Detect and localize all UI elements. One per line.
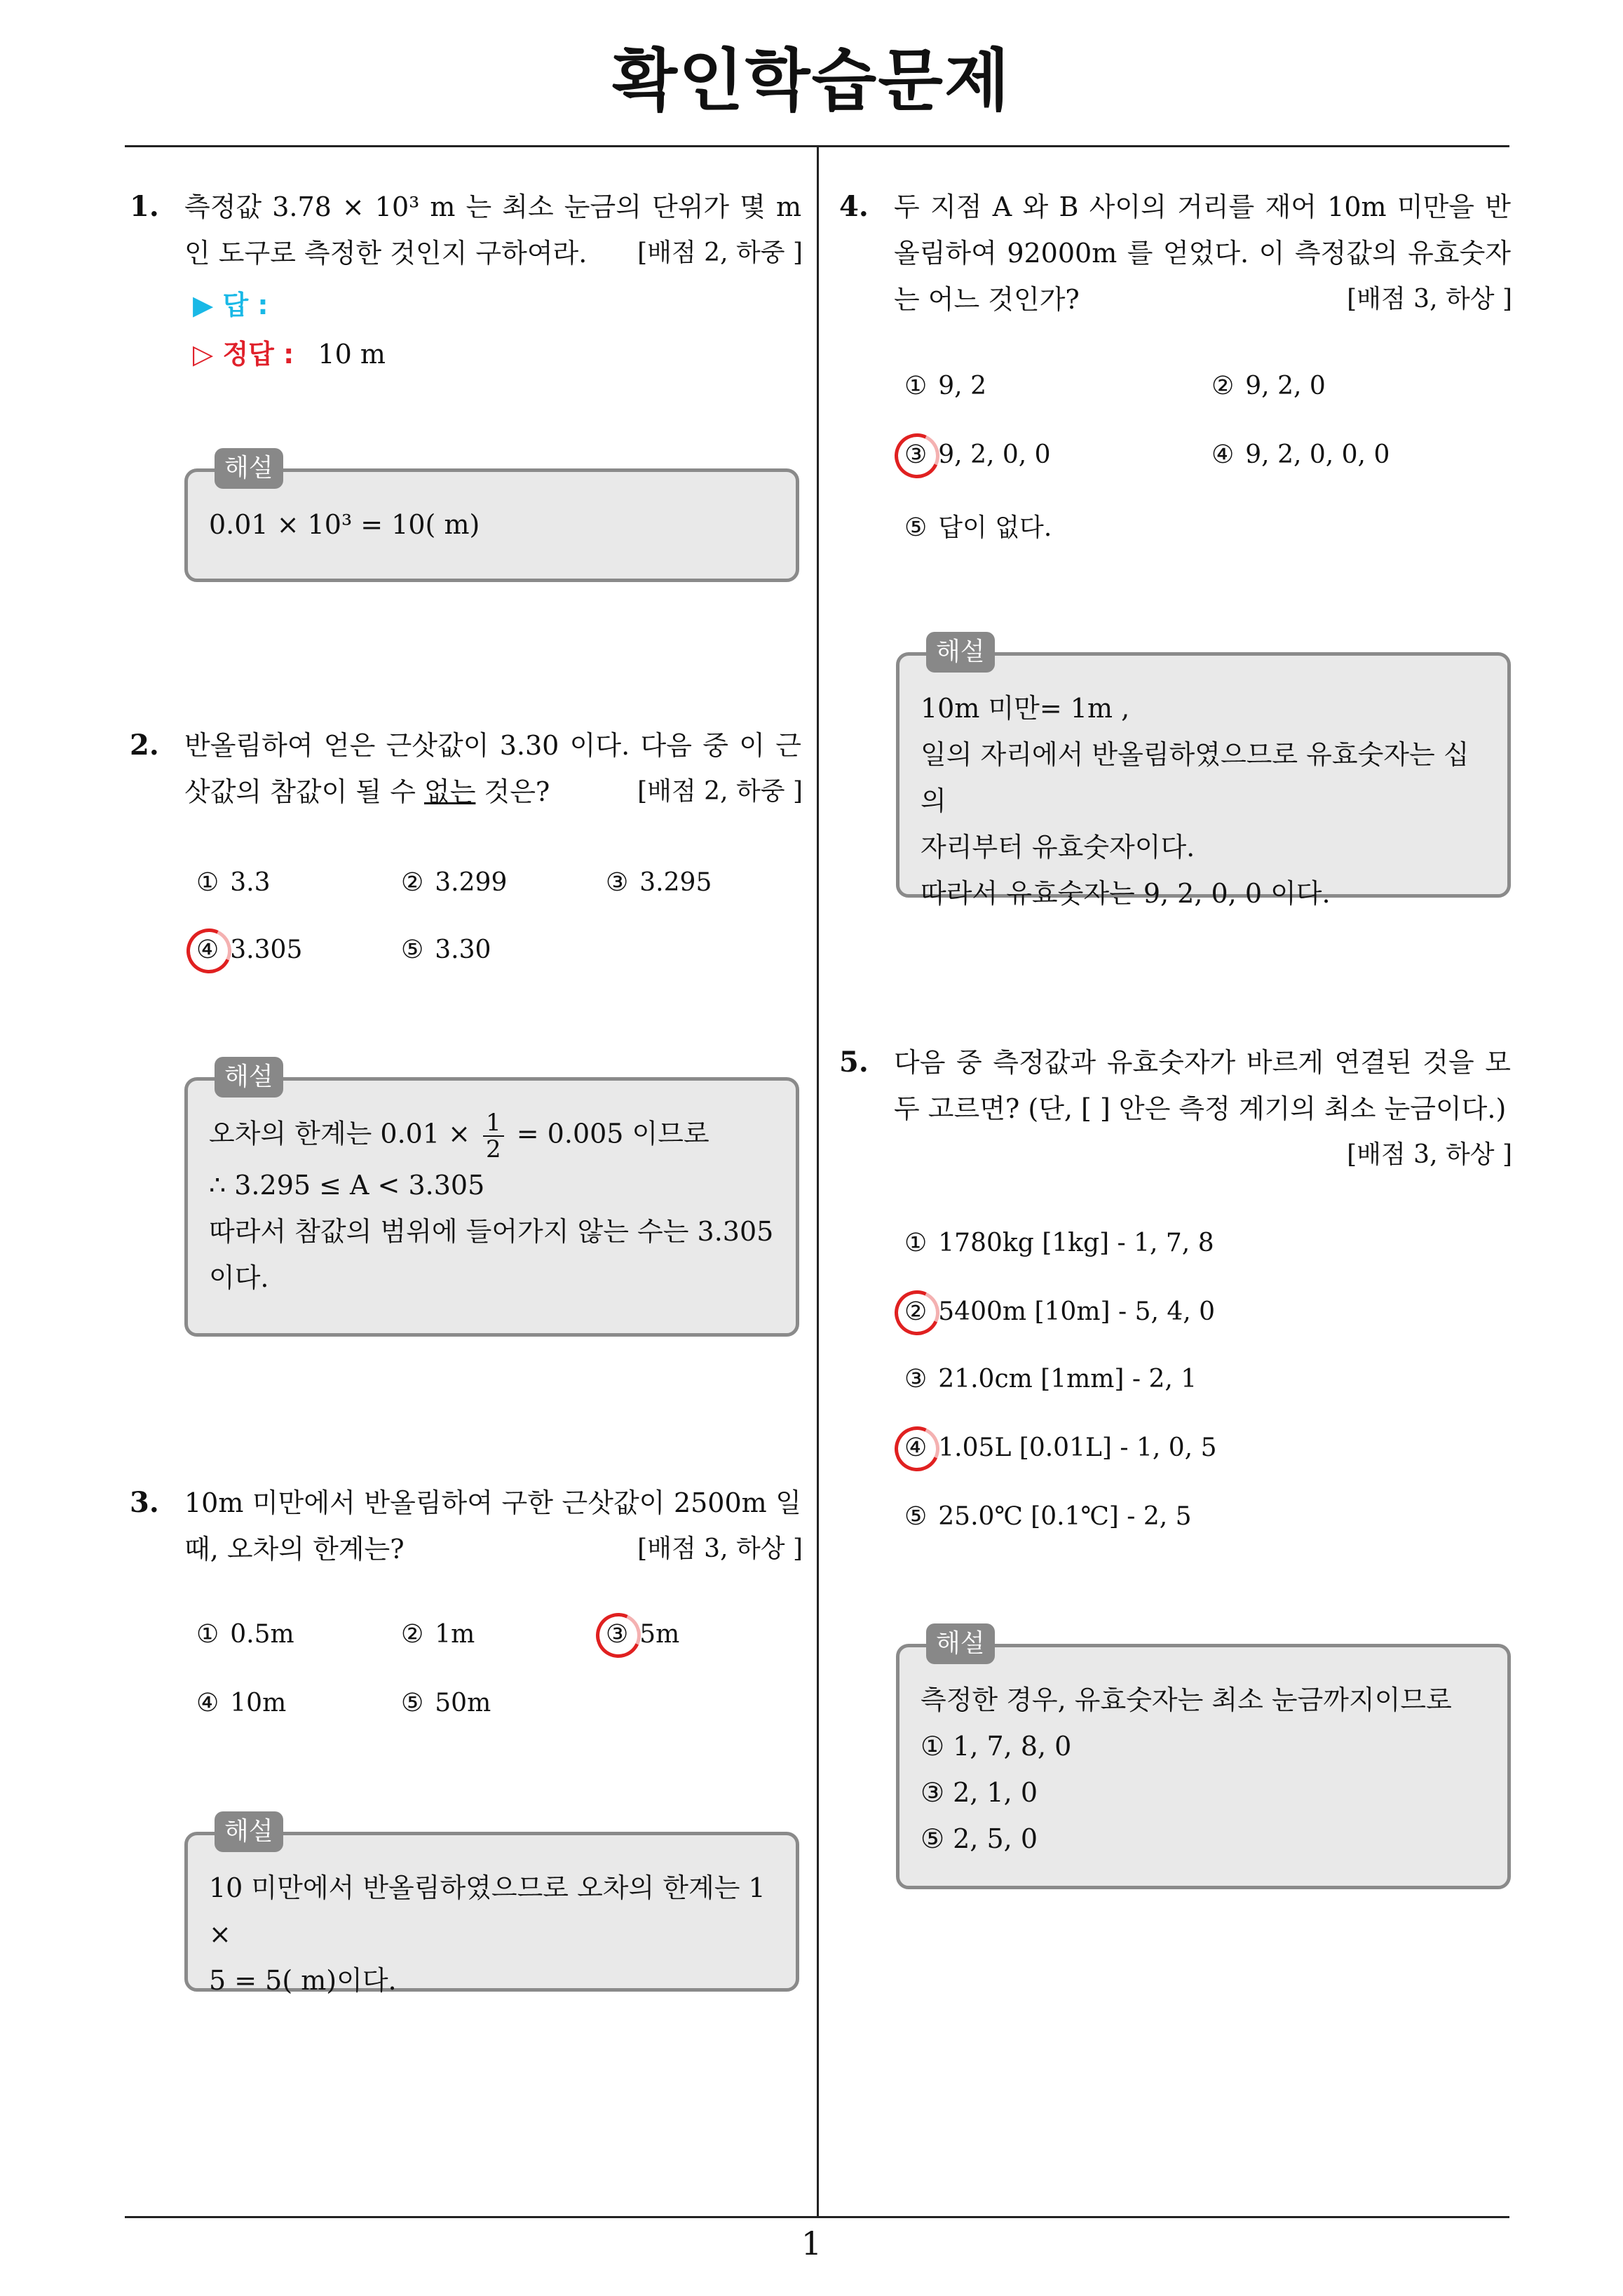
explanation-label: 해설 [215, 1057, 283, 1098]
option-3[interactable]: ③ 9, 2, 0, 0 [904, 440, 1051, 469]
option-5[interactable]: ⑤ 50m [401, 1689, 491, 1717]
explanation-line: 10 미만에서 반올림하였으므로 오차의 한계는 1 × [209, 1872, 766, 1950]
question-number: 5. [839, 1046, 869, 1079]
question-4 [839, 184, 1512, 331]
option-3[interactable]: ③ 21.0cm [1mm] - 2, 1 [904, 1365, 1197, 1393]
selected-circle-mark [888, 1420, 946, 1478]
question-number: 2. [130, 729, 159, 762]
explanation-box [184, 454, 799, 582]
fraction: $\frac{1}{2}$ [483, 1110, 504, 1162]
answer-input-row[interactable] [193, 283, 269, 322]
points-label: [배점 3, 하상 ] [1347, 1140, 1512, 1169]
explanation-box [184, 1817, 799, 1996]
option-5[interactable]: ⑤ 25.0℃ [0.1℃] - 2, 5 [904, 1502, 1192, 1531]
option-5[interactable]: ⑤ 3.30 [401, 936, 491, 964]
explanation-box [896, 1629, 1511, 1889]
option-4[interactable]: ④ 3.305 [196, 936, 302, 964]
explanation-line: ⑤ 2, 5, 0 [921, 1823, 1038, 1854]
option-1[interactable]: ① 1780kg [1kg] - 1, 7, 8 [904, 1229, 1214, 1257]
answer-label: ▶ 답 : [193, 290, 269, 320]
option-2[interactable]: ② 9, 2, 0 [1211, 372, 1326, 400]
explanation-label: 해설 [926, 1623, 995, 1664]
option-2[interactable]: ② 1m [401, 1620, 475, 1649]
explanation-box [184, 1062, 799, 1337]
question-number: 3. [130, 1486, 159, 1519]
points-label: [배점 3, 하상 ] [1347, 285, 1512, 313]
points-label: [배점 3, 하상 ] [637, 1534, 803, 1563]
explanation-line: 오차의 한계는 0.01 × $\frac{1}{2}$ = 0.005 이므로 [209, 1109, 709, 1163]
selected-circle-mark [180, 922, 238, 980]
correct-answer-value: 10 m [318, 339, 386, 370]
option-3[interactable]: ③ 3.295 [606, 868, 712, 897]
selected-circle-mark [888, 1284, 946, 1342]
explanation-label: 해설 [215, 448, 283, 489]
explanation-line: 따라서 유효숫자는 9, 2, 0, 0 이다. [921, 878, 1331, 909]
option-4[interactable]: ④ 9, 2, 0, 0, 0 [1211, 440, 1390, 469]
explanation-line: 10m 미만= 1m , [921, 693, 1130, 724]
question-text: 10m 미만에서 반올림하여 구한 근삿값이 2500m 일 때, 오차의 한계는? [184, 1487, 801, 1565]
question-2 [130, 722, 803, 821]
question-text: 다음 중 측정값과 유효숫자가 바르게 연결된 것을 모두 고르면? (단, [ ] 안은 측정 계기의 최소 눈금이다.) [894, 1047, 1511, 1124]
explanation-line: 이다. [209, 1262, 269, 1293]
question-text: 반올림하여 얻은 근삿값이 3.30 이다. 다음 중 이 근삿값의 참값이 될 수 없는 것은? [184, 730, 801, 807]
underlined-word: 없는 [423, 776, 476, 807]
option-1[interactable]: ① 3.3 [196, 868, 271, 897]
explanation-line: 측정한 경우, 유효숫자는 최소 눈금까지이므로 [921, 1684, 1452, 1715]
explanation-label: 해설 [926, 632, 995, 673]
correct-answer-label: ▷ 정답 : [193, 339, 294, 370]
selected-circle-mark [888, 427, 946, 485]
question-1 [130, 184, 803, 282]
explanation-line: ① 1, 7, 8, 0 [921, 1731, 1072, 1762]
option-1[interactable]: ① 0.5m [196, 1620, 294, 1649]
option-4[interactable]: ④ 1.05L [0.01L] - 1, 0, 5 [904, 1433, 1216, 1462]
explanation-line: 5 = 5( m)이다. [209, 1965, 397, 1996]
question-3 [130, 1480, 803, 1578]
question-number: 4. [839, 190, 869, 223]
correct-answer-row [193, 332, 386, 371]
explanation-line: ③ 2, 1, 0 [921, 1777, 1038, 1808]
option-2[interactable]: ② 3.299 [401, 868, 508, 897]
option-5[interactable]: ⑤ 답이 없다. [904, 513, 1052, 542]
selected-circle-mark [590, 1607, 647, 1664]
question-text: 측정값 3.78 × 10³ m 는 최소 눈금의 단위가 몇 m 인 도구로 측정한 것인지 구하여라. [184, 191, 801, 269]
explanation-line: 자리부터 유효숫자이다. [921, 832, 1195, 863]
explanation-line: 0.01 × 10³ = 10( m) [209, 509, 480, 540]
column-divider [817, 145, 819, 2218]
bottom-rule [125, 2216, 1509, 2218]
question-5 [839, 1039, 1512, 1187]
explanation-line: ∴ 3.295 ≤ A < 3.305 [209, 1170, 485, 1201]
option-4[interactable]: ④ 10m [196, 1689, 287, 1717]
explanation-label: 해설 [215, 1811, 283, 1852]
question-number: 1. [130, 190, 159, 223]
explanation-line: 따라서 참값의 범위에 들어가지 않는 수는 3.305 [209, 1216, 774, 1247]
points-label: [배점 2, 하중 ] [637, 777, 803, 806]
option-2[interactable]: ② 5400m [10m] - 5, 4, 0 [904, 1297, 1215, 1326]
points-label: [배점 2, 하중 ] [637, 238, 803, 267]
page-number: 1 [801, 2224, 822, 2262]
explanation-box [896, 637, 1511, 909]
question-text: 두 지점 A 와 B 사이의 거리를 재어 10m 미만을 반올림하여 92000m 를 얻었다. 이 측정값의 유효숫자는 어느 것인가? [894, 191, 1511, 315]
option-1[interactable]: ① 9, 2 [904, 372, 986, 400]
page-title: 확인학습문제 [612, 41, 1011, 120]
option-3[interactable]: ③ 5m [606, 1620, 679, 1649]
explanation-line: 일의 자리에서 반올림하였으므로 유효숫자는 십의 [921, 739, 1469, 816]
